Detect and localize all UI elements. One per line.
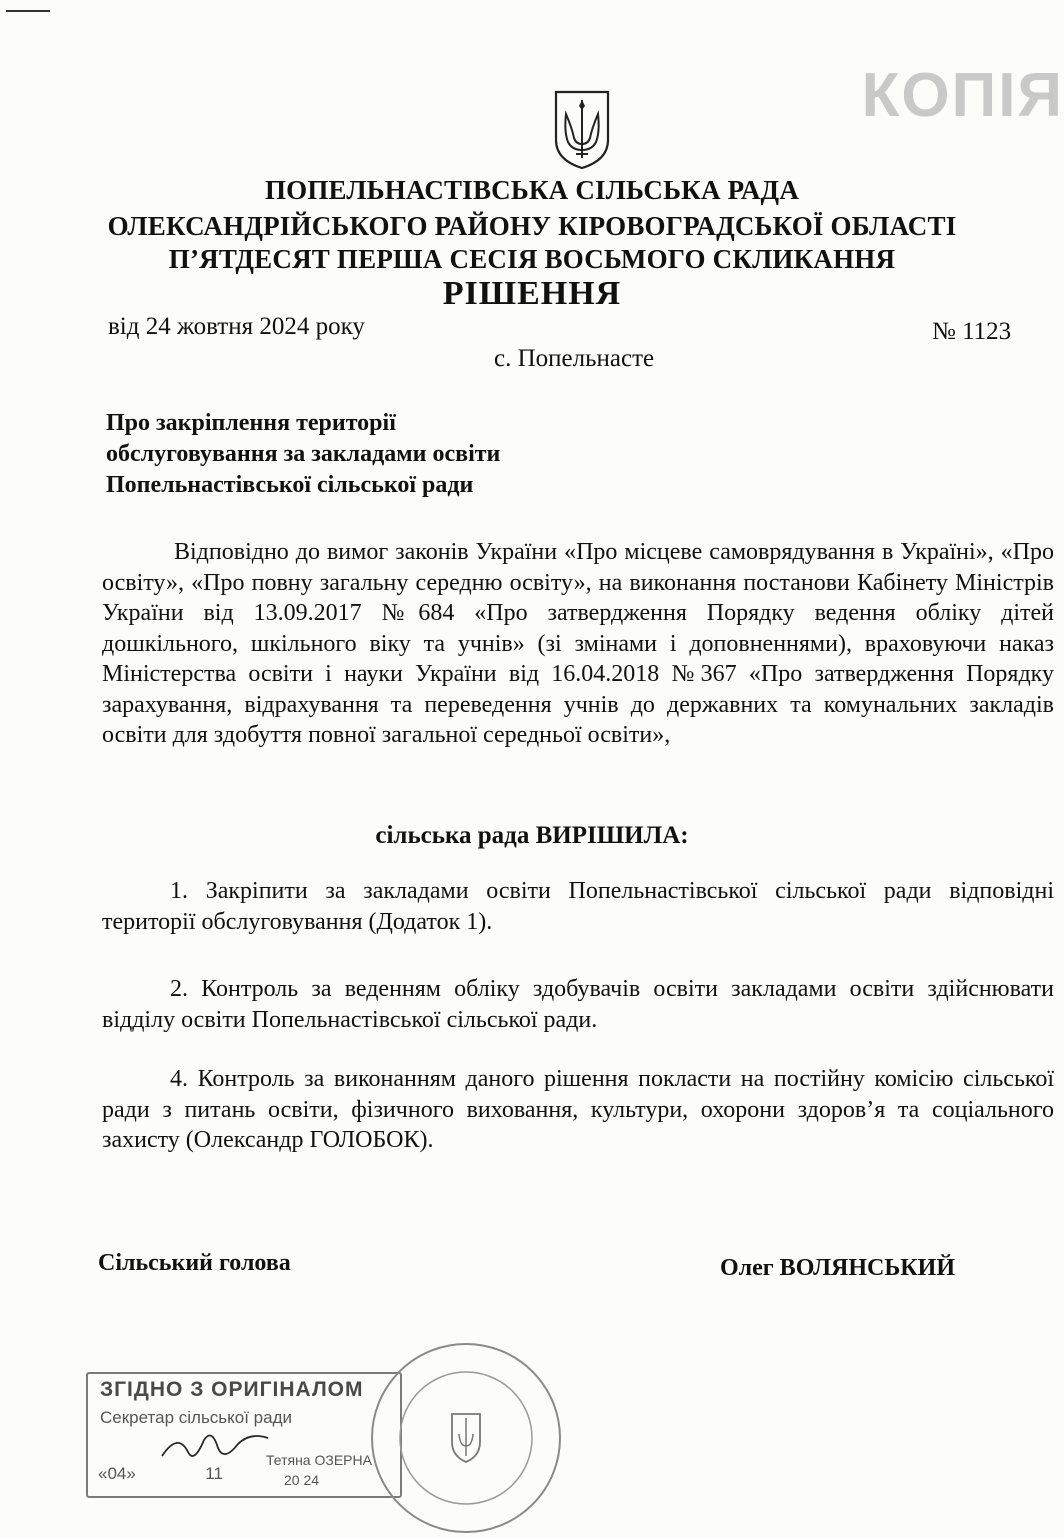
decision-place: с. Попельнасте (494, 345, 655, 372)
item-1-paragraph: 1. Закріпити за закладами освіти Попельнастівської сільської ради відповідні території обслуговування (Додаток 1). (102, 878, 1054, 935)
corner-mark (6, 10, 50, 12)
district-name: ОЛЕКСАНДРІЙСЬКОГО РАЙОНУ КІРОВОГРАДСЬКОЇ ОБЛАСТІ (107, 211, 957, 241)
stamp-heading: ЗГІДНО З ОРИГІНАЛОМ (100, 1378, 364, 1401)
stamp-date-day: «04» (98, 1464, 136, 1483)
coat-of-arms-icon (552, 88, 612, 170)
stamp-date (98, 1464, 223, 1484)
council-name: ПОПЕЛЬНАСТІВСЬКА СІЛЬСЬКА РАДА (264, 175, 800, 205)
decision-subject (106, 408, 500, 501)
subject-line: обслуговування за закладами освіти (106, 441, 501, 467)
resolved-heading: сільська рада ВИРІШИЛА: (375, 822, 689, 849)
signatory-title: Сільський голова (98, 1250, 291, 1276)
document-type: РІШЕННЯ (442, 275, 622, 312)
copy-watermark: КОПІЯ (861, 61, 1064, 130)
preamble-paragraph: Відповідно до вимог законів України «Про місцеве самоврядування в Україні», «Про освіту», «Про повну загальну середню освіту», на виконання постанови Кабінету Міністрів України від 13.09.2017 №684 «Про затвердження Порядку ведення обліку дітей дошкільного, шкільного віку та учнів» (зі змінами і доповненнями), враховуючи наказ Міністерства освіти і науки України від 16.04.2018 №367 «Про затвердження Порядку зарахування, відрахування та переведення учнів до державних та комунальних закладів освіти для здобуття повної загальної середньої освіти», (102, 539, 1054, 748)
item-2-paragraph: 2. Контроль за веденням обліку здобувачів освіти закладами освіти здійснювати відділу освіти Попельнастівської сільської ради. (102, 976, 1054, 1033)
decision-date: від 24 жовтня 2024 року (108, 313, 365, 340)
subject-line: Попельнастівської сільської ради (106, 472, 474, 498)
official-seal-icon (366, 1338, 566, 1538)
handwritten-signature-icon (158, 1426, 278, 1466)
signatory-name: Олег ВОЛЯНСЬКИЙ (720, 1255, 955, 1281)
stamp-name: Тетяна ОЗЕРНА (266, 1452, 372, 1468)
stamp-date-month: 11 (205, 1464, 223, 1483)
session-name: П’ЯТДЕСЯТ ПЕРША СЕСІЯ ВОСЬМОГО СКЛИКАННЯ (168, 244, 896, 274)
decision-number: № 1123 (932, 318, 1012, 345)
stamp-position: Секретар сільської ради (100, 1408, 293, 1427)
subject-line: Про закріплення території (106, 410, 396, 436)
stamp-year: 20 24 (284, 1472, 320, 1488)
item-4-paragraph: 4. Контроль за виконанням даного рішення покласти на постійну комісію сільської ради з питань освіти, фізичного виховання, культури, охорони здоров’я та соціального захисту (Олександр ГОЛОБОК). (102, 1066, 1054, 1153)
certified-copy-stamp (86, 1372, 402, 1498)
